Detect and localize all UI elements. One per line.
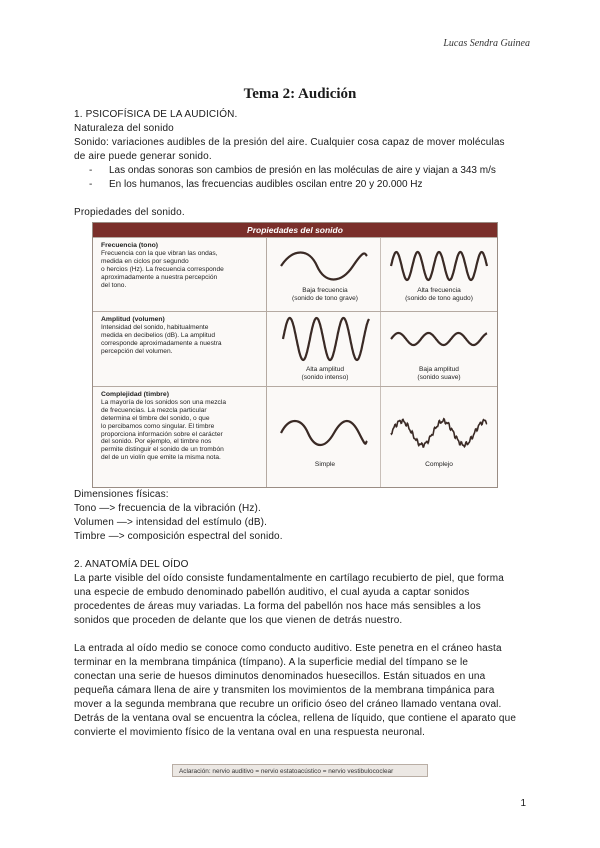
bullet-item: - Las ondas sonoras son cambios de presión en las moléculas de aire y viajan a 343 m/s: [89, 165, 496, 176]
desc-line: del tono.: [101, 281, 127, 289]
row-description: [93, 387, 267, 487]
section2-heading: 2. ANATOMÍA DEL OÍDO: [74, 559, 189, 570]
desc-line: proporciona información sobre el carácter: [101, 430, 223, 438]
high-frequency-wave-icon: [389, 246, 489, 286]
caption-complex: Complejo: [425, 461, 453, 468]
section2-paragraph-line: La entrada al oído medio se conoce como conducto auditivo. Este penetra en el cráneo hasta: [74, 643, 502, 654]
desc-line: determina el timbre del sonido, o que: [101, 414, 210, 422]
table-row: [93, 386, 497, 487]
properties-heading: Propiedades del sonido.: [74, 207, 185, 218]
section1-paragraph-line: de aire puede generar sonido.: [74, 151, 212, 162]
desc-line: lo percibamos como singular. El timbre: [101, 422, 215, 430]
complex-wave-icon: [389, 413, 489, 453]
section2-paragraph-line: sonidos que proceden de delante que los que vienen de detrás nuestro.: [74, 615, 403, 626]
caption-line: Baja amplitud: [419, 366, 459, 373]
desc-line: permite distinguir el sonido de un trombón: [101, 446, 224, 454]
bullet-text: En los humanos, las frecuencias audibles oscilan entre 20 y 20.000 Hz: [109, 179, 423, 190]
desc-line: medida en decibelios (dB). La amplitud: [101, 331, 215, 339]
page-number: 1: [520, 798, 526, 809]
caption-line: (sonido de tono grave): [292, 294, 358, 302]
author-name: Lucas Sendra Guinea: [443, 38, 530, 49]
section2-paragraph-line: terminar en la membrana timpánica (tímpano). A la superficie medial del tímpano se le: [74, 657, 469, 668]
caption-line: Baja frecuencia: [302, 287, 348, 294]
sound-properties-table: [92, 222, 498, 488]
bullet-item: - En los humanos, las frecuencias audibles oscilan entre 20 y 20.000 Hz: [89, 179, 423, 190]
table-row: [93, 311, 497, 386]
section1-subheading: Naturaleza del sonido: [74, 123, 174, 134]
desc-line: percepción del volumen.: [101, 347, 173, 355]
dimension-line: Timbre —> composición espectral del sonido.: [74, 531, 283, 542]
section2-paragraph-line: mover a la segunda membrana que recubre un orificio óseo del cráneo llamado ventana oval.: [74, 699, 502, 710]
caption-low-amplitude: [385, 366, 493, 381]
caption-low-frequency: [273, 287, 377, 302]
section2-paragraph-line: pequeña cámara llena de aire y transmiten los movimientos de la membrana timpánica para: [74, 685, 495, 696]
desc-line: de frecuencias. La mezcla particular: [101, 406, 207, 414]
desc-line: o hercios (Hz). La frecuencia corresponde: [101, 265, 224, 273]
section2-paragraph-line: Detrás de la ventana oval se encuentra la cóclea, rellena de líquido, que contiene el aparato que: [74, 713, 517, 724]
caption-line: Alta frecuencia: [417, 287, 461, 294]
desc-line: Intensidad del sonido, habitualmente: [101, 323, 209, 331]
row-name: Complejidad (timbre): [101, 391, 169, 398]
table-row: [93, 237, 497, 311]
high-amplitude-wave-icon: [281, 314, 371, 364]
desc-line: aproximadamente a nuestra percepción: [101, 273, 218, 281]
caption-line: (sonido intenso): [301, 373, 349, 381]
low-frequency-wave-icon: [279, 246, 369, 286]
caption-line: Alta amplitud: [305, 366, 345, 373]
desc-line: del de un violín que emite la misma nota.: [101, 454, 221, 462]
desc-line: del sonido. Por ejemplo, el timbre nos: [101, 438, 212, 446]
section2-paragraph-line: una especie de embudo denominado pabellón auditivo, el cual ayuda a captar sonidos: [74, 587, 470, 598]
dimensions-heading: Dimensiones físicas:: [74, 489, 169, 500]
desc-line: Frecuencia con la que vibran las ondas,: [101, 249, 218, 257]
row-description: [93, 312, 267, 386]
row-description: [93, 238, 267, 311]
low-amplitude-wave-icon: [389, 324, 489, 354]
desc-line: La mayoría de los sonidos son una mezcla: [101, 398, 226, 406]
section2-paragraph-line: La parte visible del oído consiste fundamentalmente en cartílago recubierto de piel, que forma: [74, 573, 504, 584]
page-title: Tema 2: Audición: [243, 86, 357, 102]
row-name: Amplitud (volumen): [101, 316, 165, 323]
bullet-text: Las ondas sonoras son cambios de presión en las moléculas de aire y viajan a 343 m/s: [109, 165, 496, 176]
section2-paragraph-line: procedentes de áreas muy variadas. La forma del pabellón nos hace más sensibles a los: [74, 601, 481, 612]
row-name: Frecuencia (tono): [101, 242, 159, 249]
section1-paragraph-line: Sonido: variaciones audibles de la presión del aire. Cualquier cosa capaz de mover moléculas: [74, 137, 505, 148]
caption-high-amplitude: [273, 366, 377, 381]
section2-paragraph-line: convierte el movimiento físico de la ventana oval en una respuesta neuronal.: [74, 727, 426, 738]
caption-line: (sonido suave): [417, 373, 461, 381]
caption-line: (sonido de tono agudo): [405, 294, 473, 302]
table-title: Propiedades del sonido: [93, 223, 497, 237]
clarification-note: Aclaración: nervio auditivo = nervio estatoacústico = nervio vestibulococlear: [172, 764, 428, 777]
dimension-line: Volumen —> intensidad del estímulo (dB).: [74, 517, 268, 528]
desc-line: corresponde aproximadamente a nuestra: [101, 339, 222, 347]
desc-line: medida en ciclos por segundo: [101, 257, 189, 265]
section2-paragraph-line: conectan una serie de huesos diminutos denominados huesecillos. Están situados en una: [74, 671, 486, 682]
dimension-line: Tono —> frecuencia de la vibración (Hz).: [74, 503, 261, 514]
section1-heading: 1. PSICOFÍSICA DE LA AUDICIÓN.: [74, 109, 238, 120]
simple-wave-icon: [279, 413, 369, 453]
caption-high-frequency: [385, 287, 493, 302]
caption-simple: Simple: [314, 461, 336, 468]
